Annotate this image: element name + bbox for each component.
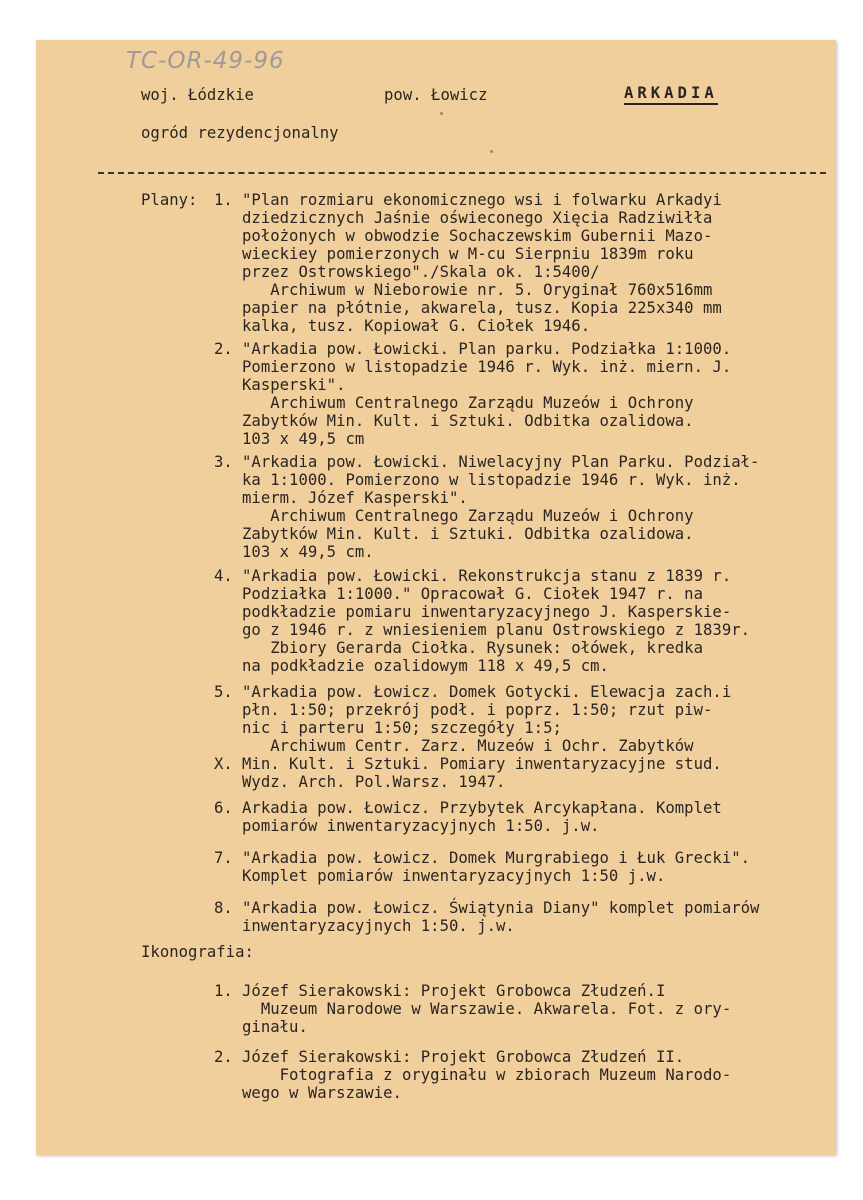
plan-line: wieckiey pomierzonych w M-cu Sierpniu 1839m roku <box>242 245 694 263</box>
plan-number: 2. <box>214 340 233 358</box>
iconography-line: ginału. <box>242 1018 308 1036</box>
plan-number: 7. <box>214 849 233 867</box>
plan-number: 1. <box>214 191 233 209</box>
iconography-number: 2. <box>214 1048 233 1066</box>
iconography-line: Józef Sierakowski: Projekt Grobowca Złudzeń.I <box>242 982 666 1000</box>
plan-line: pomiarów inwentaryzacyjnych 1:50. j.w. <box>242 817 600 835</box>
plan-line: kalka, tusz. Kopiował G. Ciołek 1946. <box>242 317 591 335</box>
plan-line: płn. 1:50; przekrój podł. i poprz. 1:50; rzut piw- <box>242 701 713 719</box>
iconography-line: Muzeum Narodowe w Warszawie. Akwarela. Fot. z ory- <box>242 1000 732 1018</box>
plan-line: Zbiory Gerarda Ciołka. Rysunek: ołówek, kredka <box>242 639 704 657</box>
plan-line: położonych w obwodzie Sochaczewskim Gubernii Mazo- <box>242 227 713 245</box>
plan-line: "Arkadia pow. Łowicz. Domek Murgrabiego i Łuk Grecki". <box>242 849 751 867</box>
plan-line: Zabytków Min. Kult. i Sztuki. Odbitka ozalidowa. <box>242 412 694 430</box>
separator-line <box>98 172 826 174</box>
subtitle: ogród rezydencjonalny <box>141 124 339 142</box>
iconography-heading: Ikonografia: <box>141 943 254 961</box>
plan-line: mierm. Józef Kasperski". <box>242 489 468 507</box>
plan-line: "Arkadia pow. Łowicki. Plan parku. Podziałka 1:1000. <box>242 340 732 358</box>
plan-number: 4. <box>214 567 233 585</box>
voivodeship: woj. Łódzkie <box>141 86 254 104</box>
plan-line: "Arkadia pow. Łowicz. Świątynia Diany" komplet pomiarów <box>242 899 760 917</box>
plan-line: Min. Kult. i Sztuki. Pomiary inwentaryzacyjne stud. <box>242 755 722 773</box>
iconography-number: 1. <box>214 982 233 1000</box>
plan-line: Wydz. Arch. Pol.Warsz. 1947. <box>242 773 506 791</box>
plan-number: 5. <box>214 683 233 701</box>
plan-line: Archiwum Centr. Zarz. Muzeów i Ochr. Zabytków <box>242 737 694 755</box>
plan-line: Archiwum Centralnego Zarządu Muzeów i Ochrony <box>242 507 694 525</box>
plan-line: "Arkadia pow. Łowicz. Domek Gotycki. Elewacja zach.i <box>242 683 732 701</box>
plans-heading: Plany: <box>141 191 198 209</box>
county: pow. Łowicz <box>384 86 488 104</box>
plan-number: 8. <box>214 899 233 917</box>
plan-line: ka 1:1000. Pomierzono w listopadzie 1946 r. Wyk. inż. <box>242 471 741 489</box>
plan-line: "Plan rozmiaru ekonomicznego wsi i folwarku Arkadyi <box>242 191 722 209</box>
plan-line: go z 1946 r. z wniesieniem planu Ostrowskiego z 1839r. <box>242 621 751 639</box>
plan-line: 103 x 49,5 cm. <box>242 543 374 561</box>
plan-line: Zabytków Min. Kult. i Sztuki. Odbitka ozalidowa. <box>242 525 694 543</box>
plan-line: Pomierzono w listopadzie 1946 r. Wyk. inż. miern. J. <box>242 358 732 376</box>
plan-number: 3. <box>214 453 233 471</box>
plan-line: przez Ostrowskiego"./Skala ok. 1:5400/ <box>242 263 600 281</box>
plan-line: "Arkadia pow. Łowicki. Niwelacyjny Plan Parku. Podział- <box>242 453 760 471</box>
plan-line: na podkładzie ozalidowym 118 x 49,5 cm. <box>242 657 609 675</box>
handwritten-reference: TC-OR-49-96 <box>126 48 285 74</box>
plan-line: Arkadia pow. Łowicz. Przybytek Arcykapłana. Komplet <box>242 799 722 817</box>
plan-line: dziedzicznych Jaśnie oświeconego Xięcia Radziwiłła <box>242 209 713 227</box>
plan-line: nic i parteru 1:50; szczegóły 1:5; <box>242 719 562 737</box>
plan-line: Archiwum w Nieborowie nr. 5. Oryginał 760x516mm <box>242 281 713 299</box>
plan-line: Kasperski". <box>242 376 346 394</box>
plan-line: inwentaryzacyjnych 1:50. j.w. <box>242 917 515 935</box>
iconography-line: wego w Warszawie. <box>242 1084 402 1102</box>
plan-line: 103 x 49,5 cm <box>242 430 365 448</box>
margin-mark: X. <box>214 755 233 773</box>
plan-line: "Arkadia pow. Łowicki. Rekonstrukcja stanu z 1839 r. <box>242 567 732 585</box>
place-name: ARKADIA <box>624 84 718 105</box>
plan-line: papier na płótnie, akwarela, tusz. Kopia 225x340 mm <box>242 299 722 317</box>
plan-line: Podziałka 1:1000." Opracował G. Ciołek 1947 r. na <box>242 585 704 603</box>
ink-spot <box>440 112 443 115</box>
plan-line: Komplet pomiarów inwentaryzacyjnych 1:50 j.w. <box>242 867 666 885</box>
ink-spot <box>490 150 493 153</box>
iconography-line: Fotografia z oryginału w zbiorach Muzeum Narodo- <box>242 1066 732 1084</box>
iconography-line: Józef Sierakowski: Projekt Grobowca Złudzeń II. <box>242 1048 685 1066</box>
plan-number: 6. <box>214 799 233 817</box>
plan-line: Archiwum Centralnego Zarządu Muzeów i Ochrony <box>242 394 694 412</box>
plan-line: podkładzie pomiaru inwentaryzacyjnego J. Kasperskie- <box>242 603 732 621</box>
